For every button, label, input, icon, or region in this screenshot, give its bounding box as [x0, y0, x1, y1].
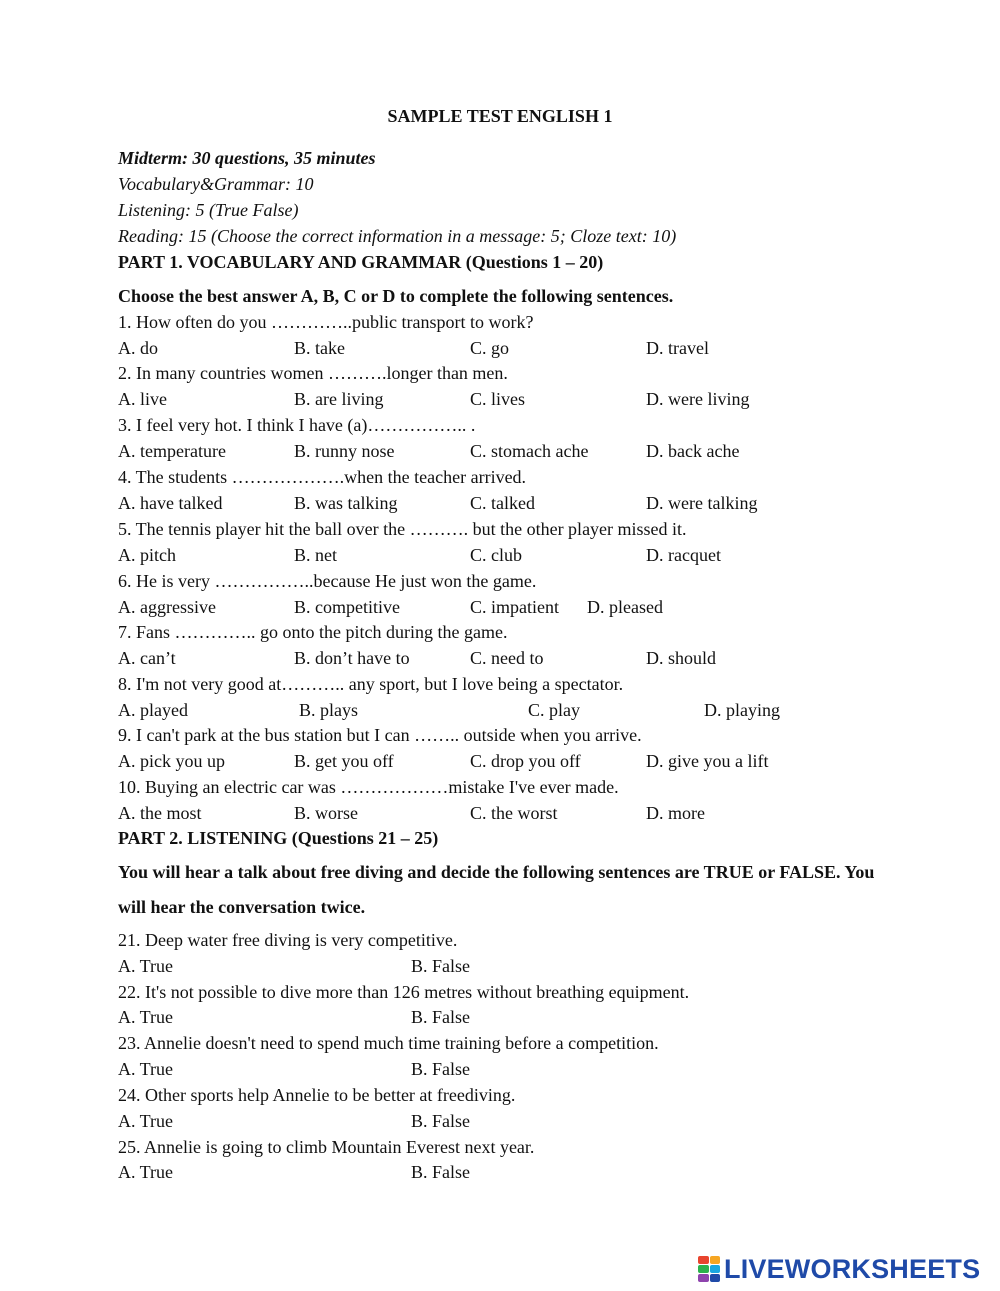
option-true[interactable]: A. True: [118, 1059, 174, 1079]
question-21: 21. Deep water free diving is very competitive.: [118, 930, 458, 950]
option-d[interactable]: D. playing: [704, 700, 780, 720]
logo-block: [710, 1274, 721, 1282]
option-d[interactable]: D. were talking: [646, 493, 758, 513]
question-21-options: [0, 954, 1000, 978]
option-b[interactable]: B. competitive: [294, 597, 400, 617]
option-d[interactable]: D. travel: [646, 338, 709, 358]
option-c[interactable]: C. go: [470, 338, 510, 358]
question-23: 23. Annelie doesn't need to spend much time training before a competition.: [118, 1033, 659, 1053]
question-23-options: [0, 1057, 1000, 1081]
option-false[interactable]: B. False: [411, 1162, 471, 1182]
option-c[interactable]: C. lives: [470, 389, 526, 409]
question-4: 4. The students ……………….when the teacher arrived.: [118, 467, 527, 487]
option-true[interactable]: A. True: [118, 1007, 174, 1027]
logo-block: [698, 1265, 709, 1273]
option-b[interactable]: B. was talking: [294, 493, 398, 513]
option-b[interactable]: B. worse: [294, 803, 358, 823]
option-d[interactable]: D. back ache: [646, 441, 740, 461]
option-a[interactable]: A. do: [118, 338, 158, 358]
option-d[interactable]: D. pleased: [587, 597, 663, 617]
question-5-options: [0, 543, 1000, 567]
midterm-info: Midterm: 30 questions, 35 minutes: [118, 148, 376, 168]
option-a[interactable]: A. temperature: [118, 441, 226, 461]
option-b[interactable]: B. are living: [294, 389, 384, 409]
option-true[interactable]: A. True: [118, 956, 174, 976]
logo-block: [698, 1256, 709, 1264]
option-a[interactable]: A. played: [118, 700, 188, 720]
option-c[interactable]: C. stomach ache: [470, 441, 589, 461]
option-c[interactable]: C. talked: [470, 493, 535, 513]
part2-heading: PART 2. LISTENING (Questions 21 – 25): [118, 828, 439, 848]
option-a[interactable]: A. pitch: [118, 545, 176, 565]
option-d[interactable]: D. more: [646, 803, 705, 823]
question-1: 1. How often do you …………..public transport to work?: [118, 312, 534, 332]
option-b[interactable]: B. runny nose: [294, 441, 395, 461]
reading-info: Reading: 15 (Choose the correct information in a message: 5; Cloze text: 10): [118, 226, 677, 246]
option-d[interactable]: D. racquet: [646, 545, 721, 565]
part2-instruction: You will hear a talk about free diving and decide the following sentences are TRUE or FALSE. You: [118, 862, 875, 882]
option-b[interactable]: B. plays: [299, 700, 359, 720]
logo-text: LIVEWORKSHEETS: [724, 1254, 981, 1284]
question-7: 7. Fans ………….. go onto the pitch during the game.: [118, 622, 508, 642]
question-24: 24. Other sports help Annelie to be better at freediving.: [118, 1085, 516, 1105]
question-2-options: [0, 387, 1000, 411]
option-d[interactable]: D. should: [646, 648, 717, 668]
question-9-options: [0, 749, 1000, 773]
logo-block: [710, 1256, 721, 1264]
option-a[interactable]: A. can’t: [118, 648, 176, 668]
logo-block: [710, 1265, 721, 1273]
logo-block: [698, 1274, 709, 1282]
option-c[interactable]: C. the worst: [470, 803, 558, 823]
question-1-options: [0, 336, 1000, 360]
question-9: 9. I can't park at the bus station but I can …….. outside when you arrive.: [118, 725, 642, 745]
option-c[interactable]: C. impatient: [470, 597, 559, 617]
option-c[interactable]: C. need to: [470, 648, 544, 668]
question-8-options: [0, 698, 1000, 722]
question-6-options: [0, 595, 1000, 619]
option-b[interactable]: B. net: [294, 545, 337, 565]
option-a[interactable]: A. live: [118, 389, 167, 409]
page-title: SAMPLE TEST ENGLISH 1: [387, 106, 613, 126]
option-false[interactable]: B. False: [411, 1059, 471, 1079]
question-2: 2. In many countries women ……….longer than men.: [118, 363, 508, 383]
question-24-options: [0, 1109, 1000, 1133]
part2-instruction-cont: will hear the conversation twice.: [118, 897, 366, 917]
option-b[interactable]: B. take: [294, 338, 345, 358]
option-false[interactable]: B. False: [411, 1111, 471, 1131]
option-false[interactable]: B. False: [411, 1007, 471, 1027]
option-c[interactable]: C. play: [528, 700, 580, 720]
part1-heading: PART 1. VOCABULARY AND GRAMMAR (Questions 1 – 20): [118, 252, 604, 272]
question-8: 8. I'm not very good at……….. any sport, but I love being a spectator.: [118, 674, 624, 694]
question-25-options: [0, 1160, 1000, 1184]
option-d[interactable]: D. give you a lift: [646, 751, 769, 771]
liveworksheets-logo-icon: [698, 1256, 720, 1282]
option-false[interactable]: B. False: [411, 956, 471, 976]
option-true[interactable]: A. True: [118, 1111, 174, 1131]
option-a[interactable]: A. aggressive: [118, 597, 216, 617]
question-7-options: [0, 646, 1000, 670]
option-c[interactable]: C. club: [470, 545, 522, 565]
option-d[interactable]: D. were living: [646, 389, 750, 409]
vocab-info: Vocabulary&Grammar: 10: [118, 174, 314, 194]
question-3: 3. I feel very hot. I think I have (a)…………….. .: [118, 415, 476, 435]
option-a[interactable]: A. the most: [118, 803, 202, 823]
part1-instruction: Choose the best answer A, B, C or D to complete the following sentences.: [118, 286, 674, 306]
listening-info: Listening: 5 (True False): [118, 200, 299, 220]
question-5: 5. The tennis player hit the ball over the ………. but the other player missed it.: [118, 519, 687, 539]
option-a[interactable]: A. pick you up: [118, 751, 225, 771]
question-22: 22. It's not possible to dive more than 126 metres without breathing equipment.: [118, 982, 690, 1002]
option-c[interactable]: C. drop you off: [470, 751, 581, 771]
option-true[interactable]: A. True: [118, 1162, 174, 1182]
question-25: 25. Annelie is going to climb Mountain Everest next year.: [118, 1137, 535, 1157]
question-3-options: [0, 439, 1000, 463]
option-a[interactable]: A. have talked: [118, 493, 223, 513]
option-b[interactable]: B. get you off: [294, 751, 394, 771]
liveworksheets-logo: [698, 1254, 994, 1284]
question-10: 10. Buying an electric car was ………………mistake I've ever made.: [118, 777, 619, 797]
question-22-options: [0, 1005, 1000, 1029]
option-b[interactable]: B. don’t have to: [294, 648, 410, 668]
question-6: 6. He is very ……………..because He just won the game.: [118, 571, 537, 591]
question-10-options: [0, 801, 1000, 825]
question-4-options: [0, 491, 1000, 515]
